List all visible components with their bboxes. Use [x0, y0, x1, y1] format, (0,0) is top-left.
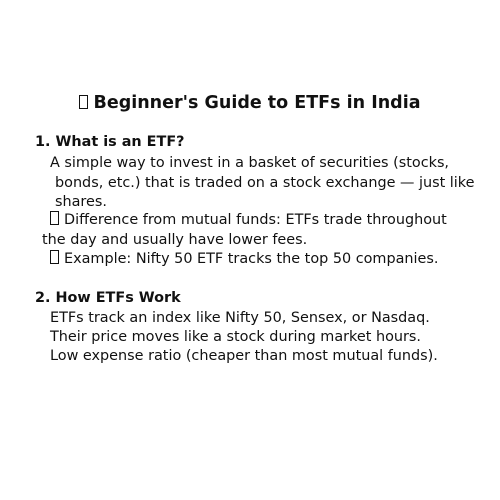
section-1-body-line: shares.: [55, 194, 107, 210]
section-1-heading: 1. What is an ETF?: [35, 134, 185, 150]
section-2-body-line: Their price moves like a stock during market hours.: [50, 329, 421, 345]
section-1-example-line: [50, 250, 438, 268]
unknown-glyph-icon: [50, 250, 59, 264]
section-1-body-line: A simple way to invest in a basket of securities (stocks,: [50, 155, 450, 171]
page-title-text: Beginner's Guide to ETFs in India: [93, 93, 421, 113]
unknown-glyph-icon: [50, 211, 59, 225]
section-2-body-line: Low expense ratio (cheaper than most mutual funds).: [50, 348, 438, 364]
section-1-body-line: bonds, etc.) that is traded on a stock exchange — just like: [55, 175, 475, 191]
example-text: Example: Nifty 50 ETF tracks the top 50 companies.: [64, 251, 439, 267]
page-title: [0, 93, 500, 113]
section-2-heading: 2. How ETFs Work: [35, 290, 181, 306]
section-1-difference-line: the day and usually have lower fees.: [42, 232, 308, 248]
section-2-body-line: ETFs track an index like Nifty 50, Sensex, or Nasdaq.: [50, 310, 430, 326]
difference-text: Difference from mutual funds: ETFs trade throughout: [64, 212, 447, 228]
unknown-glyph-icon: [79, 95, 88, 109]
section-1-difference-line: [50, 211, 447, 229]
